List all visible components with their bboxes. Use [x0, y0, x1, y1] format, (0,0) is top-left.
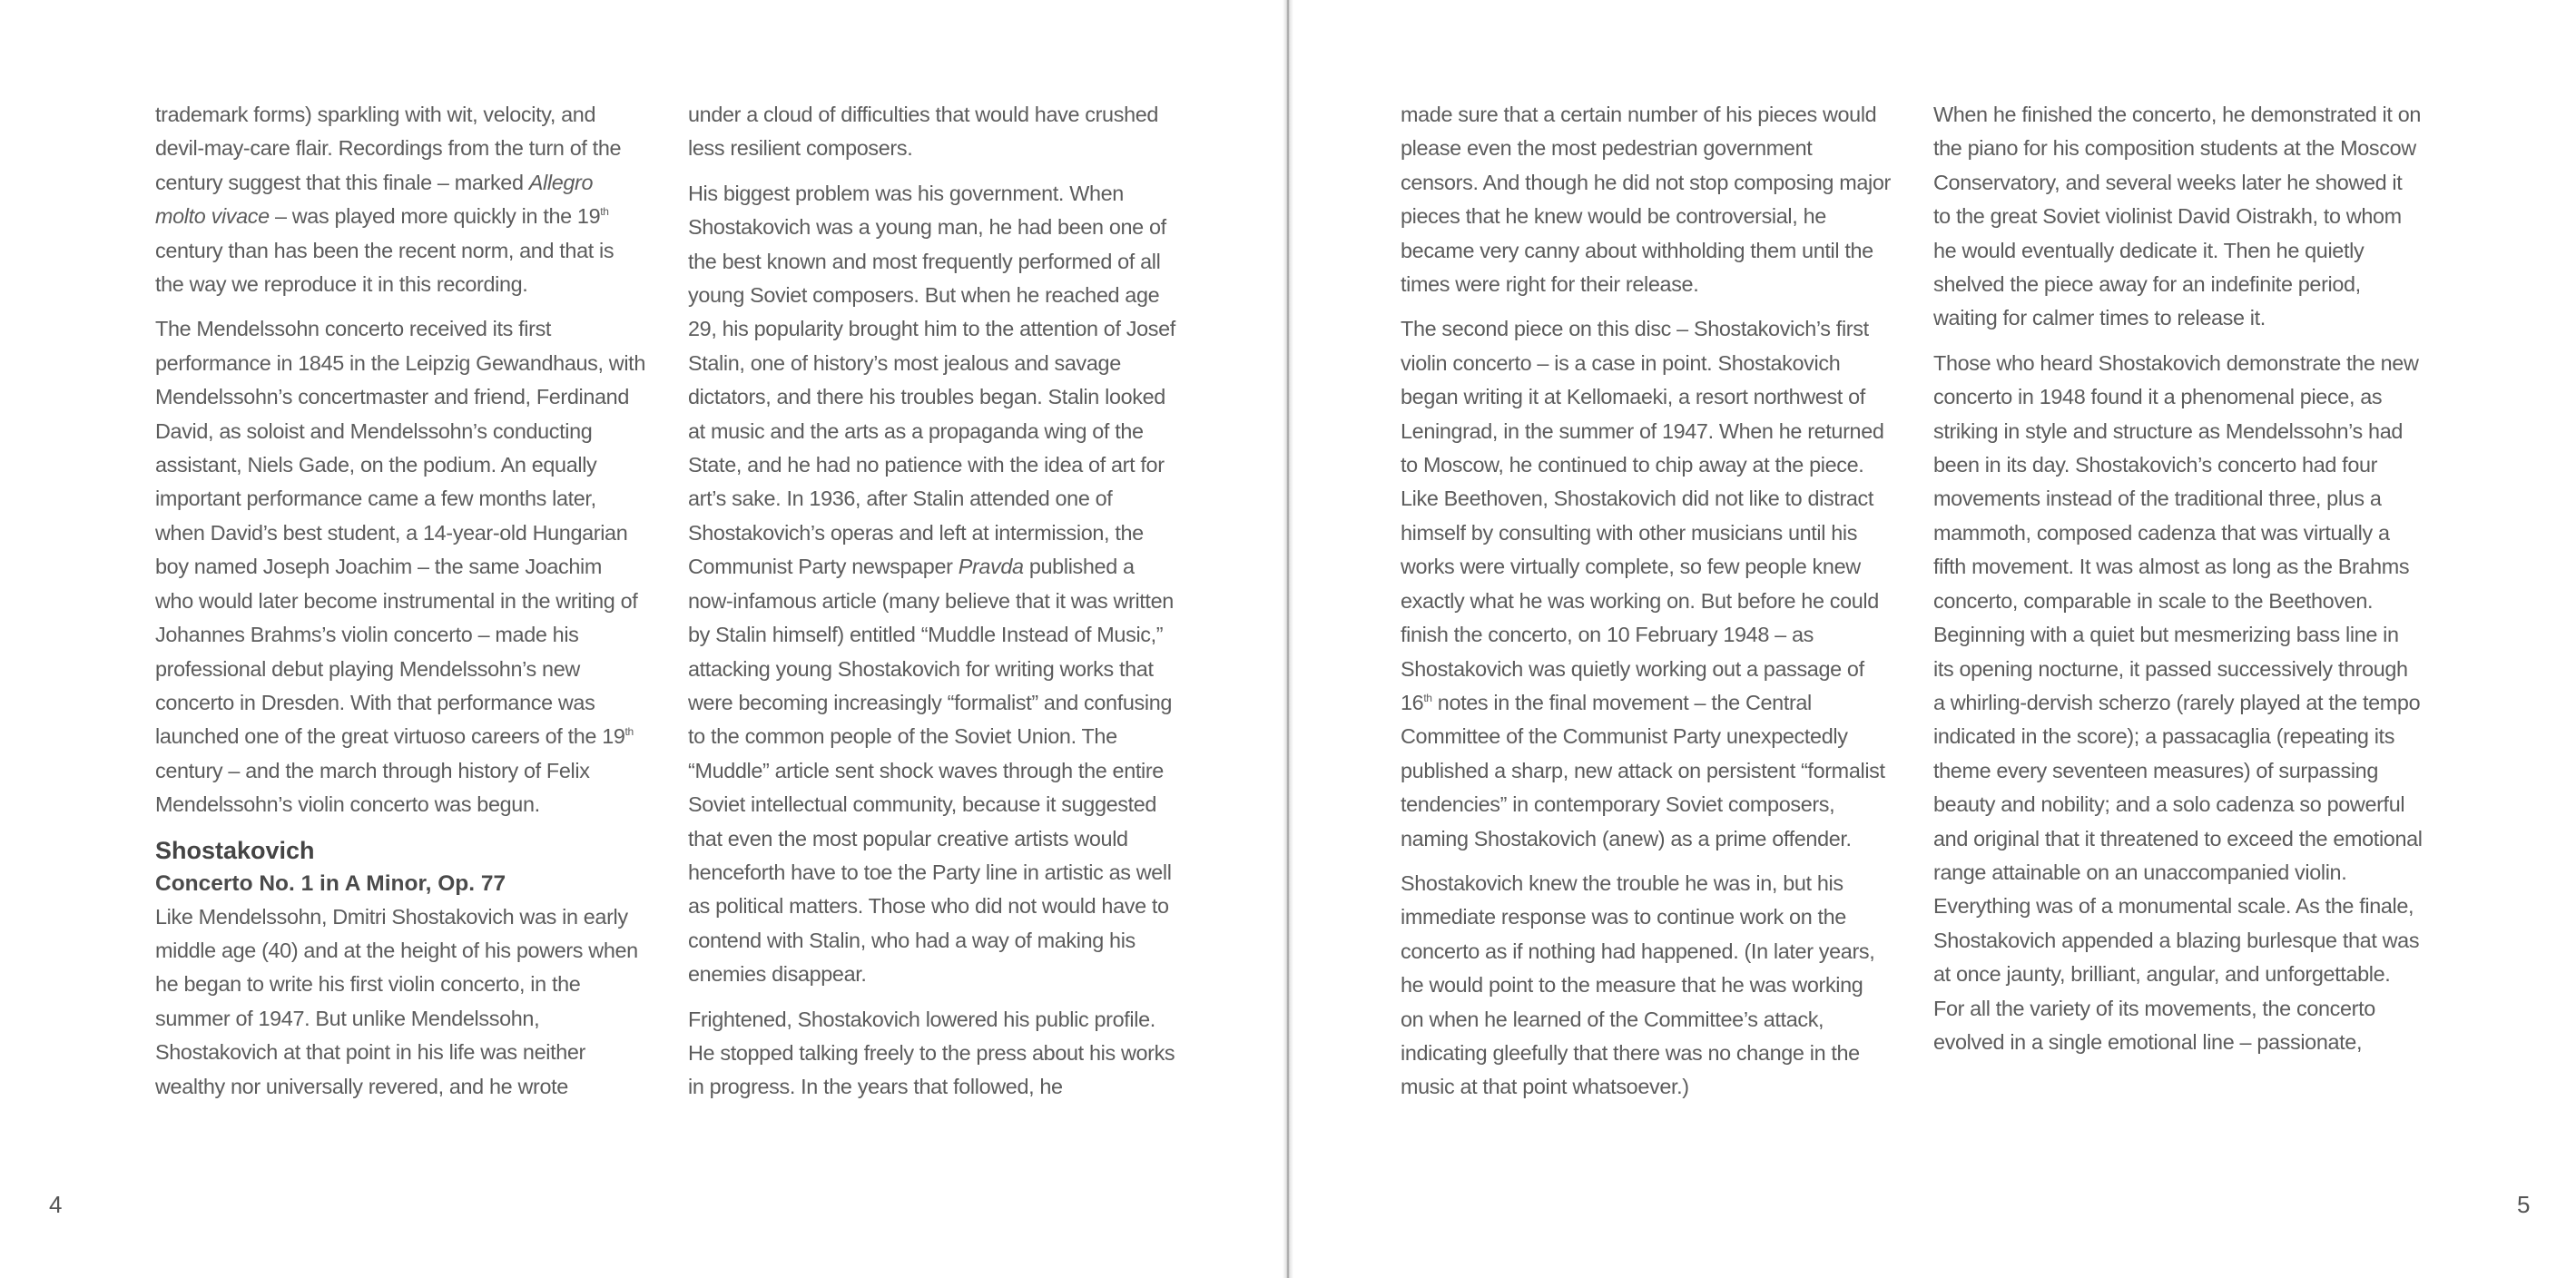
- left-page-column-1: [155, 98, 645, 1115]
- text-run: The second piece on this disc – Shostakovich’s first violin concerto – is a case in point. Shostakovich began writing it at Kellomaeki, a resort northwest of Leningrad, in the summer of 1947. When he returned to Moscow, he continued to chip away at the piece. Like Beethoven, Shostakovich did not like to distract himself by consulting with other musicians until his works were virtually complete, so few people knew exactly what he was working on. But before he could finish the concerto, on 10 February 1948 – as Shostakovich was quietly working out a passage of 16: [1401, 317, 1884, 714]
- paragraph-censors: made sure that a certain number of his pieces would please even the most pedestrian government censors. And though he did not stop composing major pieces that he knew would be controversial, he became very canny about withholding them until the times were right for their release.: [1401, 103, 1891, 297]
- paragraph-frightened: Frightened, Shostakovich lowered his public profile. He stopped talking freely to the press about his works in progress. In the years that followed, he: [688, 1007, 1175, 1099]
- paragraph-finished-concerto: When he finished the concerto, he demonstrated it on the piano for his composition students at the Moscow Conservatory, and several weeks later he showed it to the great Soviet violinist David Oistrakh, to whom he would eventually dedicate it. Then he quietly shelved the piece away for an indefinite period, waiting for calmer times to release it.: [1933, 103, 2422, 330]
- right-page-column-2: [1933, 98, 2424, 1070]
- text-run: The Mendelssohn concerto received its first performance in 1845 in the Leipzig Gewandhaus, with Mendelssohn’s concertmaster and friend, Ferdinand David, as soloist and Mendelssohn’s conducting assistant, Niels Gade, on the podium. An equally important performance came a few months later, when David’s best student, a 14-year-old Hungarian boy named Joseph Joachim – the same Joachim who would later become instrumental in the writing of Johannes Brahms’s violin concerto – made his professional debut playing Mendelssohn’s new concerto in Dresden. With that performance was launched one of the great virtuoso careers of the 19: [155, 317, 645, 749]
- tempo-marking: Allegro molto vivace: [155, 170, 594, 229]
- paragraph-second-piece: [1401, 312, 1891, 856]
- page-number-left: 4: [49, 1191, 63, 1218]
- section-heading: Shostakovich: [155, 836, 315, 864]
- page-number-right: 5: [2517, 1191, 2531, 1218]
- text-run: – was played more quickly in the 19: [269, 204, 601, 229]
- text-run: notes in the final movement – the Central Committee of the Communist Party unexpectedly published a sharp, new attack on persistent “formalist tendencies” in contemporary Soviet composers, naming Shostakovich (anew) as a prime offender.: [1401, 690, 1885, 850]
- ordinal-suffix: th: [600, 205, 609, 219]
- section-subheading: Concerto No. 1 in A Minor, Op. 77: [155, 870, 506, 896]
- text-run: His biggest problem was his government. When Shostakovich was a young man, he had been one of the best known and most frequently performed of all young Soviet composers. But when he reached age 29, his popularity brought him to the attention of Josef Stalin, one of history’s most jealous and savage dictators, and there his troubles began. Stalin looked at music and the arts as a propaganda wing of the State, and he had no patience with the idea of art for art’s sake. In 1936, after Stalin attended one of Shostakovich’s operas and left at intermission, the Communist Party newspaper: [688, 181, 1175, 579]
- left-page-column-2: [688, 98, 1178, 1116]
- paragraph-government: [688, 177, 1178, 992]
- right-page-column-1: [1401, 98, 1891, 1116]
- paragraph-trouble: Shostakovich knew the trouble he was in, but his immediate response was to continue work on the concerto as if nothing had happened. (In later years, he would point to the measure that he was working on when he learned of the Committee’s attack, indicating gleefully that there was no change in the music at that point whatsoever.): [1401, 870, 1875, 1099]
- text-run: trademark forms) sparkling with wit, velocity, and devil-may-care flair. Recordings from the turn of the century suggest that this finale – marked: [155, 103, 622, 194]
- text-run: published a now-infamous article (many believe that it was written by Stalin himself) entitled “Muddle Instead of Music,” attacking young Shostakovich for writing works that were becoming increasingly “formalist” and confusing to the common people of the Soviet Union. The “Muddle” article sent shock waves through the entire Soviet intellectual community, because it suggested that even the most popular creative artists would henceforth have to toe the Party line in artistic as well as political matters. Those who did not would have to contend with Stalin, who had a way of making his enemies disappear.: [688, 555, 1174, 987]
- ordinal-suffix: th: [1423, 692, 1432, 705]
- paragraph-phenomenal-piece: Those who heard Shostakovich demonstrate the new concerto in 1948 found it a phenomenal piece, as striking in style and structure as Mendelssohn’s had been in its day. Shostakovich’s concerto had four movements instead of the traditional three, plus a mammoth, composed cadenza that was virtually a fifth movement. It was almost as long as the Brahms concerto, comparable in scale to the Beethoven. Beginning with a quiet but mesmerizing bass line in its opening nocturne, it passed successively through a whirling-dervish scherzo (rarely played at the tempo indicated in the score); a passacaglia (repeating its theme every seventeen measures) of surpassing beauty and nobility; and a solo cadenza so powerful and original that it threatened to exceed the emotional range attainable on an unaccompanied violin. Everything was of a monumental scale. As the finale, Shostakovich appended a blazing burlesque that was at once jaunty, brilliant, angular, and unforgettable. For all the variety of its movements, the concerto evolved in a single emotional line – passionate,: [1933, 350, 2423, 1054]
- page-gutter: [1283, 0, 1293, 1278]
- text-run: century than has been the recent norm, and that is the way we reproduce it in this recording.: [155, 238, 615, 297]
- newspaper-title: Pravda: [958, 555, 1024, 579]
- paragraph-mendelssohn-finale: [155, 98, 645, 301]
- text-run: century – and the march through history of Felix Mendelssohn’s violin concerto was begun.: [155, 758, 590, 817]
- ordinal-suffix: th: [624, 725, 634, 739]
- paragraph-difficulties: under a cloud of difficulties that would have crushed less resilient composers.: [688, 103, 1159, 161]
- paragraph-mendelssohn-premiere: [155, 312, 645, 821]
- paragraph-shostakovich-intro: Like Mendelssohn, Dmitri Shostakovich was in early middle age (40) and at the height of his powers when he began to write his first violin concerto, in the summer of 1947. But unlike Mendelssohn, Shostakovich at that point in his life was neither wealthy nor universally revered, and he wrote: [155, 904, 638, 1098]
